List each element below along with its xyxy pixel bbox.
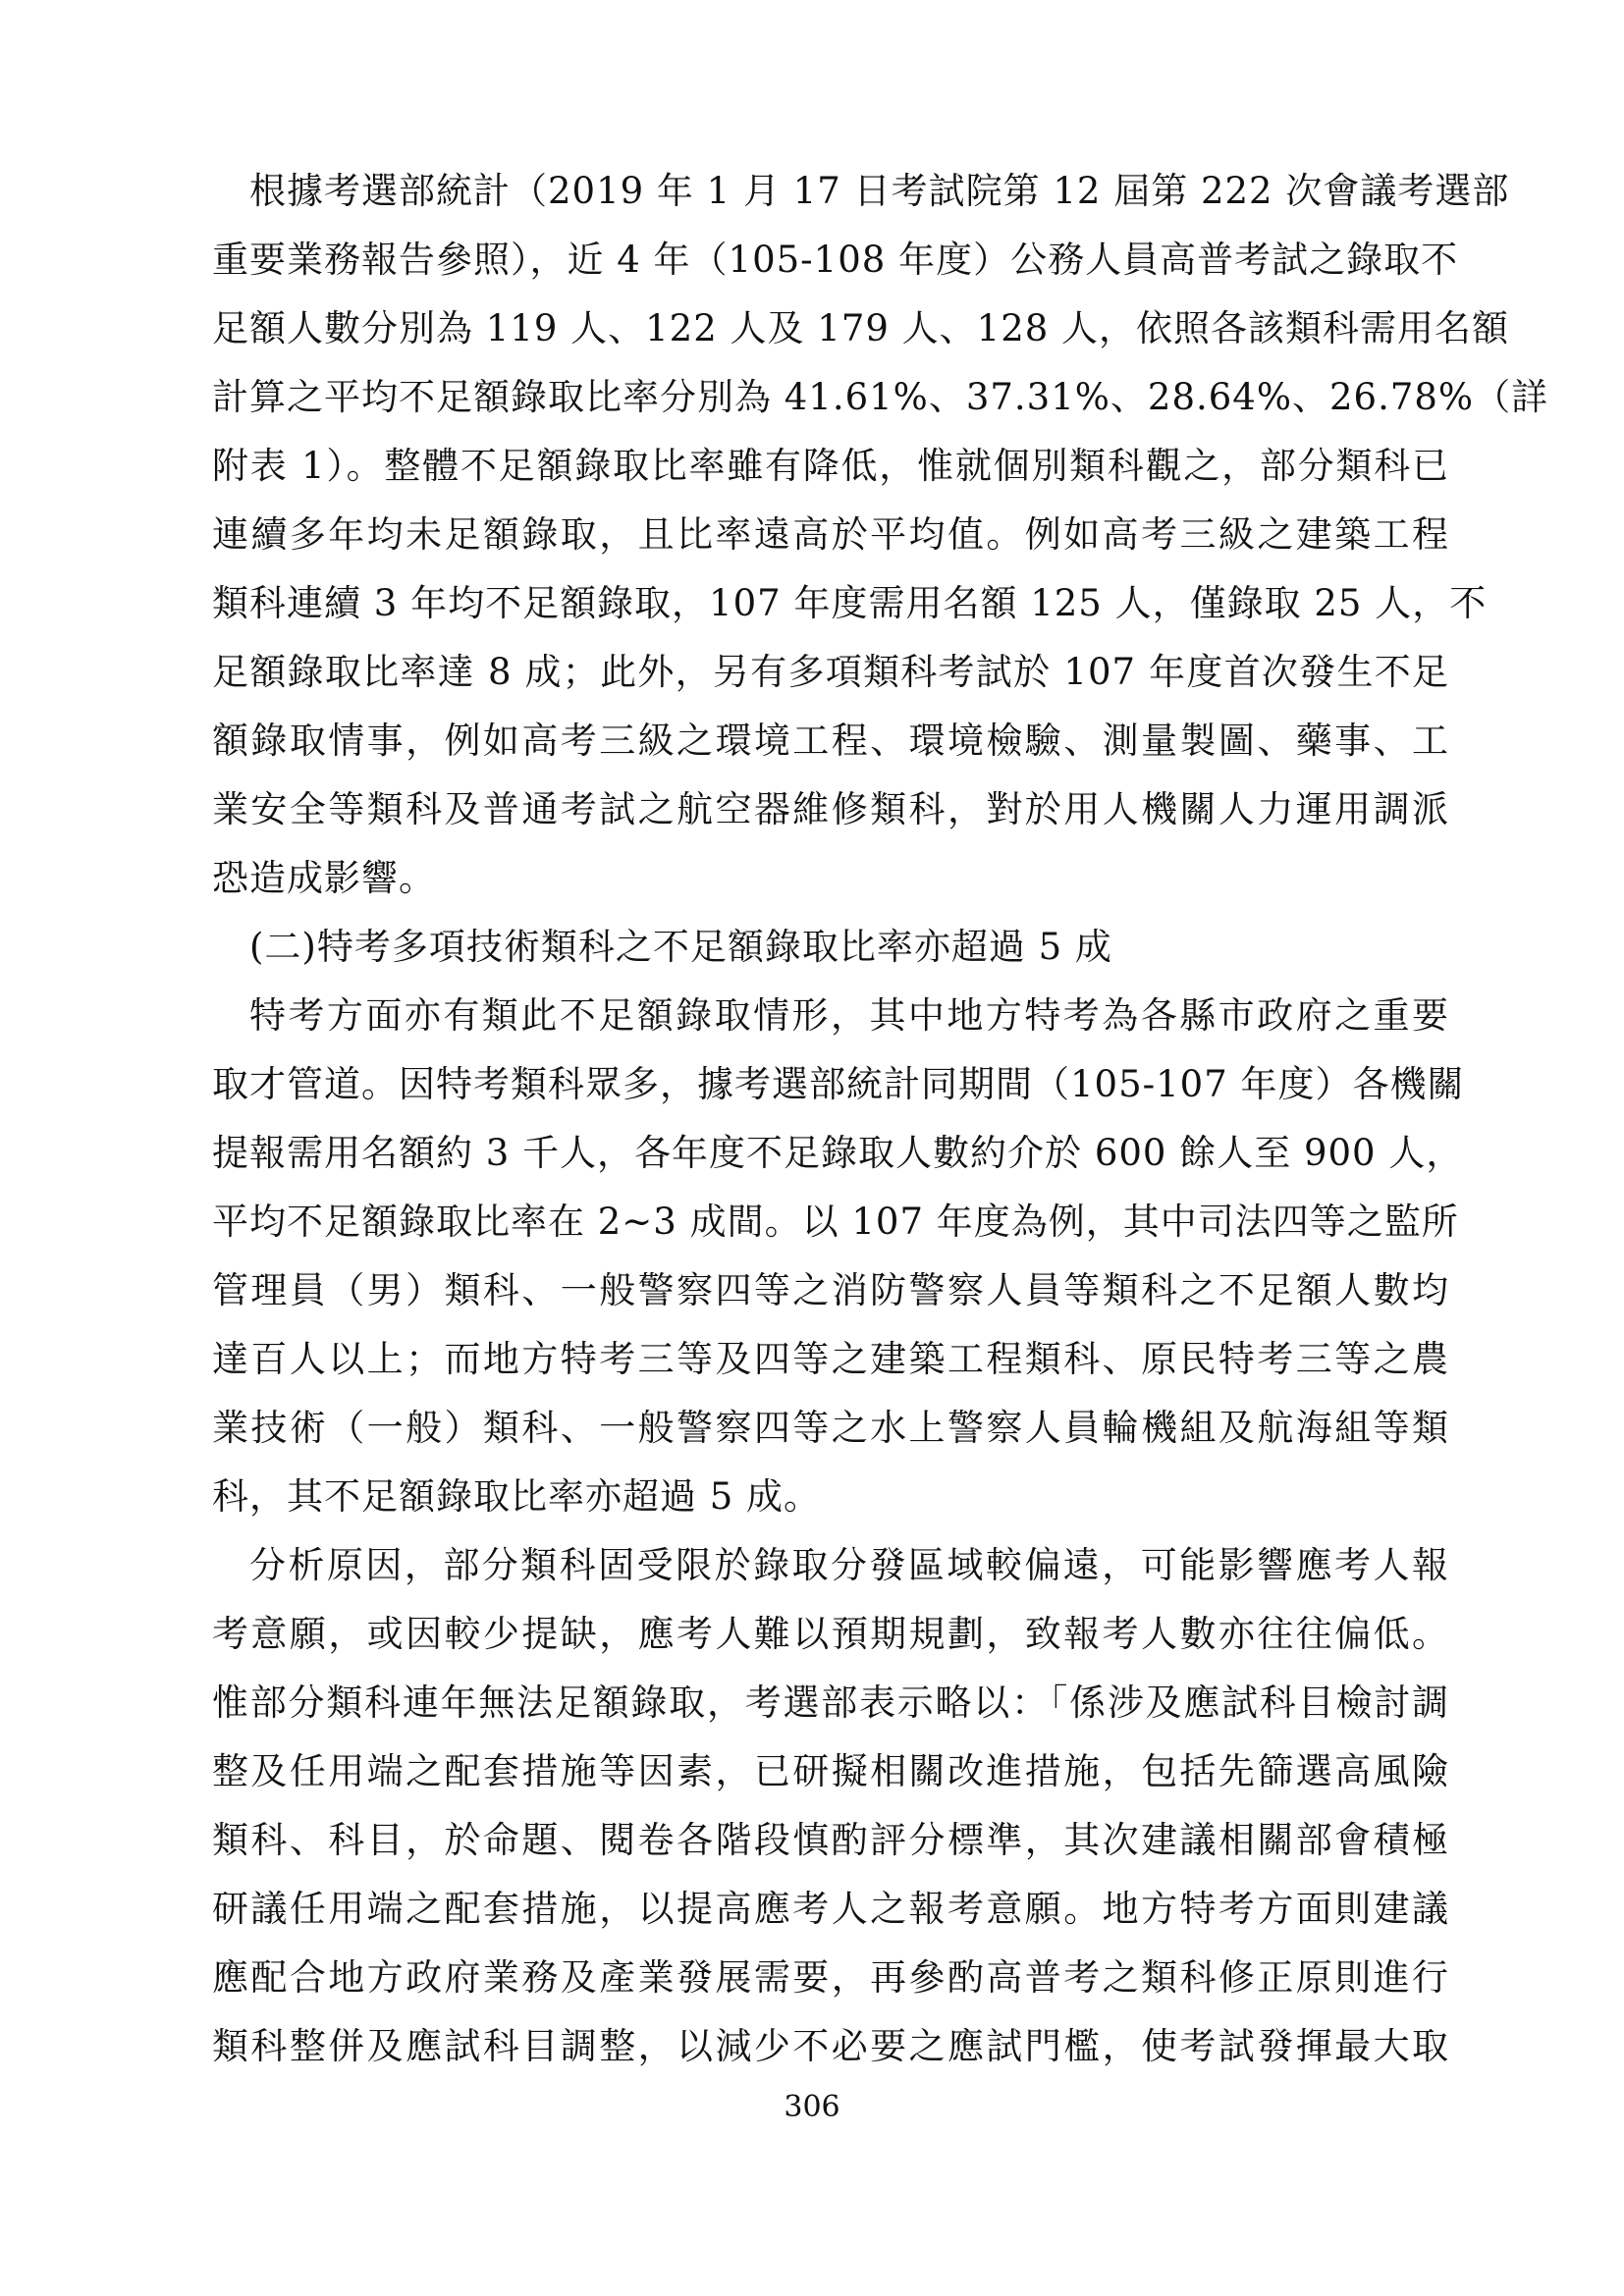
paragraph-3-line: 考意願，或因較少提缺，應考人難以預期規劃，致報考人數亦往往偏低。 bbox=[212, 1613, 1449, 1655]
paragraph-3-line: 應配合地方政府業務及產業發展需要，再參酌高普考之類科修正原則進行 bbox=[212, 1956, 1449, 1999]
paragraph-2-line: 業技術（一般）類科、一般警察四等之水上警察人員輪機組及航海組等類 bbox=[212, 1407, 1449, 1449]
paragraph-2-line: 取才管道。因特考類科眾多，據考選部統計同期間（105-107 年度）各機關 bbox=[212, 1063, 1465, 1105]
paragraph-1-line: 足額錄取比率達 8 成；此外，另有多項類科考試於 107 年度首次發生不足 bbox=[212, 651, 1449, 693]
paragraph-1-line: 類科連續 3 年均不足額錄取，107 年度需用名額 125 人，僅錄取 25 人，不 bbox=[212, 582, 1488, 624]
paragraph-1-line: 業安全等類科及普通考試之航空器維修類科，對於用人機關人力運用調派 bbox=[212, 788, 1449, 830]
paragraph-3-line: 整及任用端之配套措施等因素，已研擬相關改進措施，包括先篩選高風險 bbox=[212, 1750, 1449, 1792]
paragraph-3-line: 類科、科目，於命題、閱卷各階段慎酌評分標準，其次建議相關部會積極 bbox=[212, 1819, 1449, 1861]
paragraph-3-line: 類科整併及應試科目調整，以減少不必要之應試門檻，使考試發揮最大取 bbox=[212, 2025, 1449, 2067]
paragraph-2-line: 科，其不足額錄取比率亦超過 5 成。 bbox=[212, 1475, 822, 1518]
paragraph-1-line: 根據考選部統計（2019 年 1 月 17 日考試院第 12 屆第 222 次會議考選部 bbox=[249, 170, 1510, 212]
body-text bbox=[212, 157, 1549, 2081]
paragraph-3-line: 分析原因，部分類科固受限於錄取分發區域較偏遠，可能影響應考人報 bbox=[249, 1544, 1449, 1586]
paragraph-1-line: 足額人數分別為 119 人、122 人及 179 人、128 人，依照各該類科需用名額 bbox=[212, 307, 1510, 349]
paragraph-2-line: 達百人以上；而地方特考三等及四等之建築工程類科、原民特考三等之農 bbox=[212, 1338, 1449, 1380]
paragraph-2-line: 平均不足額錄取比率在 2~3 成間。以 107 年度為例，其中司法四等之監所 bbox=[212, 1201, 1459, 1243]
paragraph-1-line: 額錄取情事，例如高考三級之環境工程、環境檢驗、測量製圖、藥事、工 bbox=[212, 720, 1449, 762]
paragraph-3-line: 惟部分類科連年無法足額錄取，考選部表示略以：「係涉及應試科目檢討調 bbox=[212, 1682, 1449, 1724]
section-subheading: (二)特考多項技術類科之不足額錄取比率亦超過 5 成 bbox=[249, 926, 1112, 968]
paragraph-2-line: 提報需用名額約 3 千人，各年度不足錄取人數約介於 600 餘人至 900 人， bbox=[212, 1132, 1464, 1174]
paragraph-1-line: 附表 1）。整體不足額錄取比率雖有降低，惟就個別類科觀之，部分類科已 bbox=[212, 445, 1449, 487]
paragraph-1-line: 重要業務報告參照），近 4 年（105-108 年度）公務人員高普考試之錄取不 bbox=[212, 239, 1459, 281]
paragraph-1-line: 計算之平均不足額錄取比率分別為 41.61%、37.31%、28.64%、26.78%（詳 bbox=[212, 376, 1549, 418]
paragraph-3-line: 研議任用端之配套措施，以提高應考人之報考意願。地方特考方面則建議 bbox=[212, 1888, 1449, 1930]
paragraph-1-line: 恐造成影響。 bbox=[212, 857, 436, 899]
paragraph-2-line: 管理員（男）類科、一般警察四等之消防警察人員等類科之不足額人數均 bbox=[212, 1269, 1449, 1311]
paragraph-2-line: 特考方面亦有類此不足額錄取情形，其中地方特考為各縣市政府之重要 bbox=[249, 994, 1449, 1037]
page-number: 306 bbox=[784, 2090, 840, 2124]
paragraph-1-line: 連續多年均未足額錄取，且比率遠高於平均值。例如高考三級之建築工程 bbox=[212, 513, 1449, 556]
